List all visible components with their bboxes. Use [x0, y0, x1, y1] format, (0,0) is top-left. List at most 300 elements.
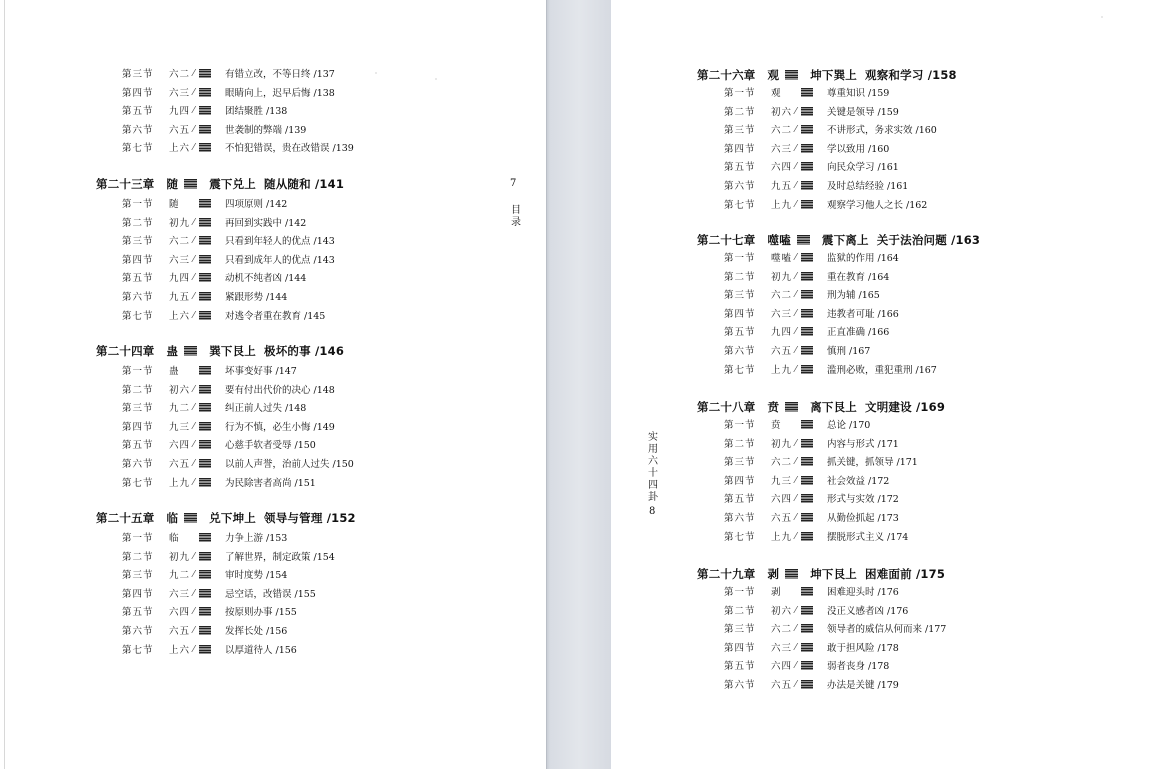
section-number: 第二节	[724, 106, 756, 118]
section-line-label: 上六	[169, 644, 191, 656]
chapter-number: 第二十七章	[697, 233, 756, 247]
line-mark: ⁄	[795, 327, 797, 338]
trigram-label: 兑下坤上	[209, 511, 257, 525]
section-number: 第七节	[122, 310, 154, 322]
section-number: 第七节	[122, 644, 154, 656]
section-number: 第七节	[122, 143, 154, 155]
section-line-label: 初六	[771, 605, 793, 617]
line-mark: ⁄	[795, 143, 797, 154]
hexagram-icon	[801, 253, 813, 262]
section-title: 重在教育 /164	[827, 271, 890, 283]
scan-speck	[1101, 16, 1103, 18]
hexagram-icon	[199, 106, 211, 115]
trigram-label: 坤下巽上	[810, 68, 858, 82]
line-mark: ⁄	[795, 181, 797, 191]
section-title: 慎刑 /167	[827, 346, 871, 357]
line-mark: ⁄	[795, 661, 797, 672]
hexagram-icon	[801, 494, 813, 503]
section-line-label: 初九	[169, 217, 191, 229]
chapter-heading	[697, 399, 945, 415]
section-number: 第五节	[724, 162, 756, 174]
hexagram-icon	[199, 88, 211, 97]
hexagram-mark	[193, 291, 211, 304]
trigram-label: 震下兑上	[209, 177, 257, 191]
right-page	[611, 0, 1150, 769]
line-mark: ⁄	[193, 254, 195, 265]
chapter-number: 第二十三章	[96, 177, 155, 191]
hexagram-icon	[199, 273, 211, 282]
hexagram-icon	[801, 606, 813, 615]
running-head-right: 实用六十四卦	[648, 432, 658, 503]
section-number: 第三节	[724, 624, 756, 636]
hexagram-icon	[199, 478, 211, 487]
hexagram-mark	[193, 644, 211, 657]
hexagram-mark	[795, 475, 813, 488]
hexagram-mark	[193, 625, 211, 638]
hexagram-mark	[193, 105, 211, 118]
hexagram-icon	[801, 420, 813, 429]
section-number: 第二节	[724, 438, 756, 450]
hexagram-icon	[785, 402, 798, 412]
section-line-label: 上六	[169, 310, 191, 322]
hexagram-mark	[795, 180, 813, 193]
section-number: 第五节	[122, 607, 154, 619]
chapter-title: 关于法治问题 /163	[876, 233, 981, 247]
hexagram-icon	[199, 607, 211, 616]
hexagram-mark	[193, 254, 211, 267]
hexagram-icon	[199, 143, 211, 152]
hexagram-mark	[193, 588, 211, 601]
section-number: 第一节	[122, 199, 154, 210]
hexagram-mark	[193, 569, 211, 582]
section-line-label: 六三	[771, 308, 793, 320]
section-title: 内容与形式 /171	[827, 438, 899, 450]
book-gutter	[546, 0, 613, 769]
line-mark: ⁄	[795, 513, 797, 523]
line-mark: ⁄	[795, 346, 797, 356]
hexagram-icon	[801, 346, 813, 355]
section-title: 坏事变好事 /147	[225, 366, 297, 377]
section-line-label: 初九	[169, 551, 191, 563]
section-title: 刑为辅 /165	[827, 290, 880, 302]
section-number: 第一节	[122, 533, 154, 544]
section-line-label: 随	[169, 199, 180, 210]
hexagram-mark	[795, 271, 813, 284]
section-line-label: 九二	[169, 403, 191, 415]
section-line-label: 六四	[771, 494, 793, 506]
section-line-label: 六二	[771, 457, 793, 469]
section-title: 忌空话，改错误 /155	[225, 588, 316, 600]
line-mark: ⁄	[193, 124, 195, 135]
hexagram-name: 贲	[767, 400, 780, 414]
section-number: 第二节	[122, 217, 154, 229]
line-mark: ⁄	[795, 364, 797, 375]
hexagram-icon	[199, 570, 211, 579]
hexagram-mark	[193, 551, 211, 564]
section-line-label: 初六	[169, 384, 191, 396]
chapter-number: 第二十八章	[697, 400, 756, 414]
hexagram-mark	[795, 308, 813, 321]
hexagram-icon	[801, 680, 813, 689]
section-number: 第七节	[724, 199, 756, 211]
section-title: 监狱的作用 /164	[827, 253, 899, 264]
section-line-label: 上九	[771, 364, 793, 376]
section-line-label: 六三	[169, 254, 191, 266]
section-line-label: 六三	[169, 87, 191, 99]
section-title: 向民众学习 /161	[827, 162, 899, 174]
hexagram-mark	[795, 660, 813, 673]
section-title: 动机不纯者凶 /144	[225, 273, 307, 285]
section-line-label: 六五	[771, 513, 793, 524]
section-title: 按原则办事 /155	[225, 607, 297, 619]
line-mark: ⁄	[795, 271, 797, 282]
hexagram-name: 观	[767, 68, 780, 82]
section-line-label: 观	[771, 88, 782, 99]
section-number: 第一节	[724, 420, 756, 431]
section-title: 四项原则 /142	[225, 199, 288, 210]
section-title: 办法是关键 /179	[827, 680, 899, 691]
section-title: 学以致用 /160	[827, 143, 890, 155]
section-line-label: 六五	[169, 626, 191, 637]
section-line-label: 初六	[771, 106, 793, 118]
section-title: 及时总结经验 /161	[827, 181, 909, 192]
hexagram-mark	[199, 532, 211, 545]
line-mark: ⁄	[193, 310, 195, 321]
hexagram-icon	[797, 235, 810, 245]
section-number: 第二节	[724, 605, 756, 617]
scan-speck	[435, 78, 437, 80]
section-title: 以前人声誉，治前人过失 /150	[225, 459, 354, 470]
section-title: 抓关键，抓领导 /171	[827, 457, 918, 469]
section-line-label: 六五	[771, 346, 793, 357]
hexagram-icon	[801, 624, 813, 633]
section-line-label: 剥	[771, 587, 782, 598]
section-number: 第五节	[122, 273, 154, 285]
line-mark: ⁄	[795, 680, 797, 690]
hexagram-mark	[795, 345, 813, 358]
running-head-left: 目录	[511, 205, 521, 228]
hexagram-icon	[199, 292, 211, 301]
line-mark: ⁄	[193, 607, 195, 618]
section-line-label: 六三	[771, 143, 793, 155]
hexagram-icon	[801, 457, 813, 466]
hexagram-icon	[199, 589, 211, 598]
hexagram-mark	[193, 142, 211, 155]
section-line-label: 初九	[771, 271, 793, 283]
section-line-label: 六五	[771, 680, 793, 691]
hexagram-icon	[199, 385, 211, 394]
chapter-title: 困难面前 /175	[865, 567, 946, 581]
section-title: 发挥长处 /156	[225, 626, 288, 637]
chapter-title: 观察和学习 /158	[865, 68, 957, 82]
section-line-label: 六四	[169, 440, 191, 452]
hexagram-icon	[801, 587, 813, 596]
hexagram-mark	[193, 217, 211, 230]
hexagram-mark	[193, 235, 211, 248]
hexagram-icon	[801, 107, 813, 116]
line-mark: ⁄	[795, 125, 797, 136]
section-title: 心慈手软者受辱 /150	[225, 440, 316, 452]
section-line-label: 九四	[169, 106, 191, 118]
section-title: 弱者丧身 /178	[827, 661, 890, 673]
hexagram-icon	[184, 179, 197, 189]
section-number: 第三节	[724, 457, 756, 469]
section-title: 从勤俭抓起 /173	[827, 513, 899, 524]
hexagram-mark	[795, 161, 813, 174]
line-mark: ⁄	[193, 273, 195, 284]
hexagram-mark	[795, 438, 813, 451]
hexagram-icon	[184, 346, 197, 356]
hexagram-mark	[193, 87, 211, 100]
section-line-label: 六二	[771, 125, 793, 137]
hexagram-icon	[199, 645, 211, 654]
section-title: 眼睛向上，迟早后悔 /138	[225, 87, 335, 99]
section-title: 团结聚胜 /138	[225, 106, 288, 118]
section-title: 敢于担风险 /178	[827, 642, 899, 654]
hexagram-mark	[795, 512, 813, 525]
section-line-label: 六三	[169, 588, 191, 600]
line-mark: ⁄	[193, 551, 195, 562]
section-number: 第六节	[122, 292, 154, 303]
section-number: 第三节	[122, 570, 154, 582]
hexagram-name: 噬嗑	[767, 233, 791, 247]
section-number: 第二节	[724, 271, 756, 283]
section-number: 第二节	[122, 551, 154, 563]
chapter-title: 领导与管理 /152	[264, 511, 356, 525]
section-line-label: 六三	[771, 642, 793, 654]
section-number: 第四节	[724, 642, 756, 654]
section-line-label: 初九	[771, 438, 793, 450]
section-line-label: 六四	[771, 162, 793, 174]
hexagram-mark	[795, 326, 813, 339]
section-number: 第七节	[122, 477, 154, 489]
chapter-number: 第二十九章	[697, 567, 756, 581]
section-number: 第六节	[122, 459, 154, 470]
section-line-label: 九二	[169, 570, 191, 582]
hexagram-mark	[795, 364, 813, 377]
section-title: 世袭制的弊端 /139	[225, 124, 307, 136]
hexagram-mark	[795, 623, 813, 636]
hexagram-mark	[795, 289, 813, 302]
section-title: 总论 /170	[827, 420, 871, 431]
section-number: 第五节	[724, 327, 756, 339]
chapter-heading	[96, 176, 344, 192]
line-mark: ⁄	[193, 292, 195, 302]
section-title: 滥刑必败，重犯重刑 /167	[827, 364, 937, 376]
trigram-label: 坤下艮上	[810, 567, 858, 581]
section-title: 了解世界，制定政策 /154	[225, 551, 335, 563]
hexagram-icon	[801, 181, 813, 190]
page-number-right: 8	[649, 506, 656, 517]
section-title: 有错立改，不等日终 /137	[225, 69, 335, 80]
section-title: 不讲形式，务求实效 /160	[827, 125, 937, 137]
hexagram-mark	[795, 106, 813, 119]
section-line-label: 上九	[169, 477, 191, 489]
section-number: 第四节	[122, 421, 154, 433]
hexagram-mark	[795, 143, 813, 156]
section-title: 观察学习他人之长 /162	[827, 199, 928, 211]
section-number: 第七节	[724, 364, 756, 376]
section-number: 第四节	[122, 588, 154, 600]
line-mark: ⁄	[795, 605, 797, 616]
section-title: 紧跟形势 /144	[225, 292, 288, 303]
hexagram-name: 蛊	[166, 344, 179, 358]
section-title: 违教者可耻 /166	[827, 308, 899, 320]
section-number: 第七节	[724, 531, 756, 543]
section-number: 第六节	[724, 346, 756, 357]
hexagram-icon	[801, 200, 813, 209]
hexagram-icon	[199, 218, 211, 227]
section-title: 行为不慎，必生小悔 /149	[225, 421, 335, 433]
hexagram-icon	[801, 309, 813, 318]
hexagram-icon	[801, 643, 813, 652]
line-mark: ⁄	[795, 308, 797, 319]
section-line-label: 临	[169, 533, 180, 544]
line-mark: ⁄	[193, 236, 195, 247]
section-number: 第四节	[724, 475, 756, 487]
hexagram-mark	[801, 87, 813, 100]
line-mark: ⁄	[193, 570, 195, 581]
section-title: 只看到成年人的优点 /143	[225, 254, 335, 266]
hexagram-icon	[801, 476, 813, 485]
section-title: 为民除害者高尚 /151	[225, 477, 316, 489]
hexagram-mark	[795, 124, 813, 137]
section-title: 不怕犯错误，贵在改错误 /139	[225, 143, 354, 155]
hexagram-mark	[193, 439, 211, 452]
hexagram-icon	[785, 569, 798, 579]
section-number: 第五节	[724, 661, 756, 673]
hexagram-icon	[801, 661, 813, 670]
hexagram-icon	[801, 513, 813, 522]
hexagram-icon	[801, 144, 813, 153]
section-number: 第三节	[724, 290, 756, 302]
section-number: 第六节	[724, 181, 756, 192]
section-number: 第四节	[122, 254, 154, 266]
line-mark: ⁄	[193, 384, 195, 395]
hexagram-icon	[801, 327, 813, 336]
chapter-title: 极坏的事 /146	[264, 344, 345, 358]
section-line-label: 上九	[771, 531, 793, 543]
section-number: 第三节	[122, 69, 154, 80]
section-line-label: 六四	[771, 661, 793, 673]
section-number: 第六节	[122, 626, 154, 637]
chapter-heading	[96, 510, 356, 526]
hexagram-icon	[199, 626, 211, 635]
line-mark: ⁄	[193, 626, 195, 636]
hexagram-mark	[193, 272, 211, 285]
section-title: 关键是领导 /159	[827, 106, 899, 118]
hexagram-mark	[795, 252, 813, 265]
hexagram-icon	[801, 125, 813, 134]
line-mark: ⁄	[795, 494, 797, 505]
hexagram-icon	[801, 290, 813, 299]
hexagram-mark	[795, 493, 813, 506]
hexagram-icon	[199, 199, 211, 208]
section-line-label: 上六	[169, 143, 191, 155]
line-mark: ⁄	[193, 143, 195, 154]
hexagram-name: 临	[166, 511, 179, 525]
line-mark: ⁄	[193, 87, 195, 98]
section-title: 尊重知识 /159	[827, 88, 890, 99]
line-mark: ⁄	[795, 642, 797, 653]
chapter-heading	[697, 67, 957, 83]
section-title: 以厚道待人 /156	[225, 644, 297, 656]
line-mark: ⁄	[795, 531, 797, 542]
hexagram-mark	[193, 421, 211, 434]
hexagram-icon	[199, 533, 211, 542]
hexagram-mark	[795, 679, 813, 692]
hexagram-icon	[199, 403, 211, 412]
section-title: 困难迎头时 /176	[827, 587, 899, 598]
section-line-label: 九五	[771, 181, 793, 192]
section-line-label: 蛊	[169, 366, 180, 377]
line-mark: ⁄	[795, 199, 797, 210]
section-number: 第一节	[122, 366, 154, 377]
trigram-label: 震下离上	[821, 233, 869, 247]
section-title: 审时度势 /154	[225, 570, 288, 582]
line-mark: ⁄	[795, 438, 797, 449]
section-number: 第一节	[724, 253, 756, 264]
hexagram-icon	[801, 88, 813, 97]
chapter-number: 第二十六章	[697, 68, 756, 82]
section-title: 纠正前人过失 /148	[225, 403, 307, 415]
section-number: 第四节	[122, 87, 154, 99]
trigram-label: 巽下艮上	[209, 344, 257, 358]
section-number: 第三节	[724, 125, 756, 137]
hexagram-name: 剥	[767, 567, 780, 581]
line-mark: ⁄	[795, 106, 797, 117]
section-number: 第六节	[122, 124, 154, 136]
section-title: 要有付出代价的决心 /148	[225, 384, 335, 396]
hexagram-mark	[795, 199, 813, 212]
chapter-title: 随从随和 /141	[264, 177, 345, 191]
chapter-number: 第二十四章	[96, 344, 155, 358]
section-line-label: 六二	[771, 624, 793, 636]
line-mark: ⁄	[795, 624, 797, 635]
left-page	[4, 0, 547, 769]
section-line-label: 六五	[169, 459, 191, 470]
line-mark: ⁄	[193, 403, 195, 414]
section-number: 第六节	[724, 680, 756, 691]
section-line-label: 六二	[169, 236, 191, 248]
hexagram-icon	[199, 69, 211, 78]
chapter-number: 第二十五章	[96, 511, 155, 525]
section-line-label: 贲	[771, 420, 782, 431]
scan-speck	[375, 72, 377, 74]
hexagram-mark	[199, 365, 211, 378]
hexagram-mark	[795, 605, 813, 618]
hexagram-mark	[193, 606, 211, 619]
hexagram-mark	[193, 384, 211, 397]
section-number: 第四节	[724, 308, 756, 320]
chapter-heading	[96, 343, 344, 359]
line-mark: ⁄	[193, 644, 195, 655]
section-line-label: 六二	[771, 290, 793, 302]
hexagram-mark	[193, 124, 211, 137]
section-line-label: 上九	[771, 199, 793, 211]
line-mark: ⁄	[795, 162, 797, 173]
section-title: 只看到年轻人的优点 /143	[225, 236, 335, 248]
section-line-label: 九三	[169, 421, 191, 433]
chapter-heading	[697, 566, 945, 582]
section-number: 第三节	[122, 236, 154, 248]
line-mark: ⁄	[193, 106, 195, 117]
line-mark: ⁄	[193, 440, 195, 451]
section-line-label: 九三	[771, 475, 793, 487]
trigram-label: 离下艮上	[810, 400, 858, 414]
hexagram-icon	[199, 311, 211, 320]
section-title: 没正义感者凶 /176	[827, 605, 909, 617]
